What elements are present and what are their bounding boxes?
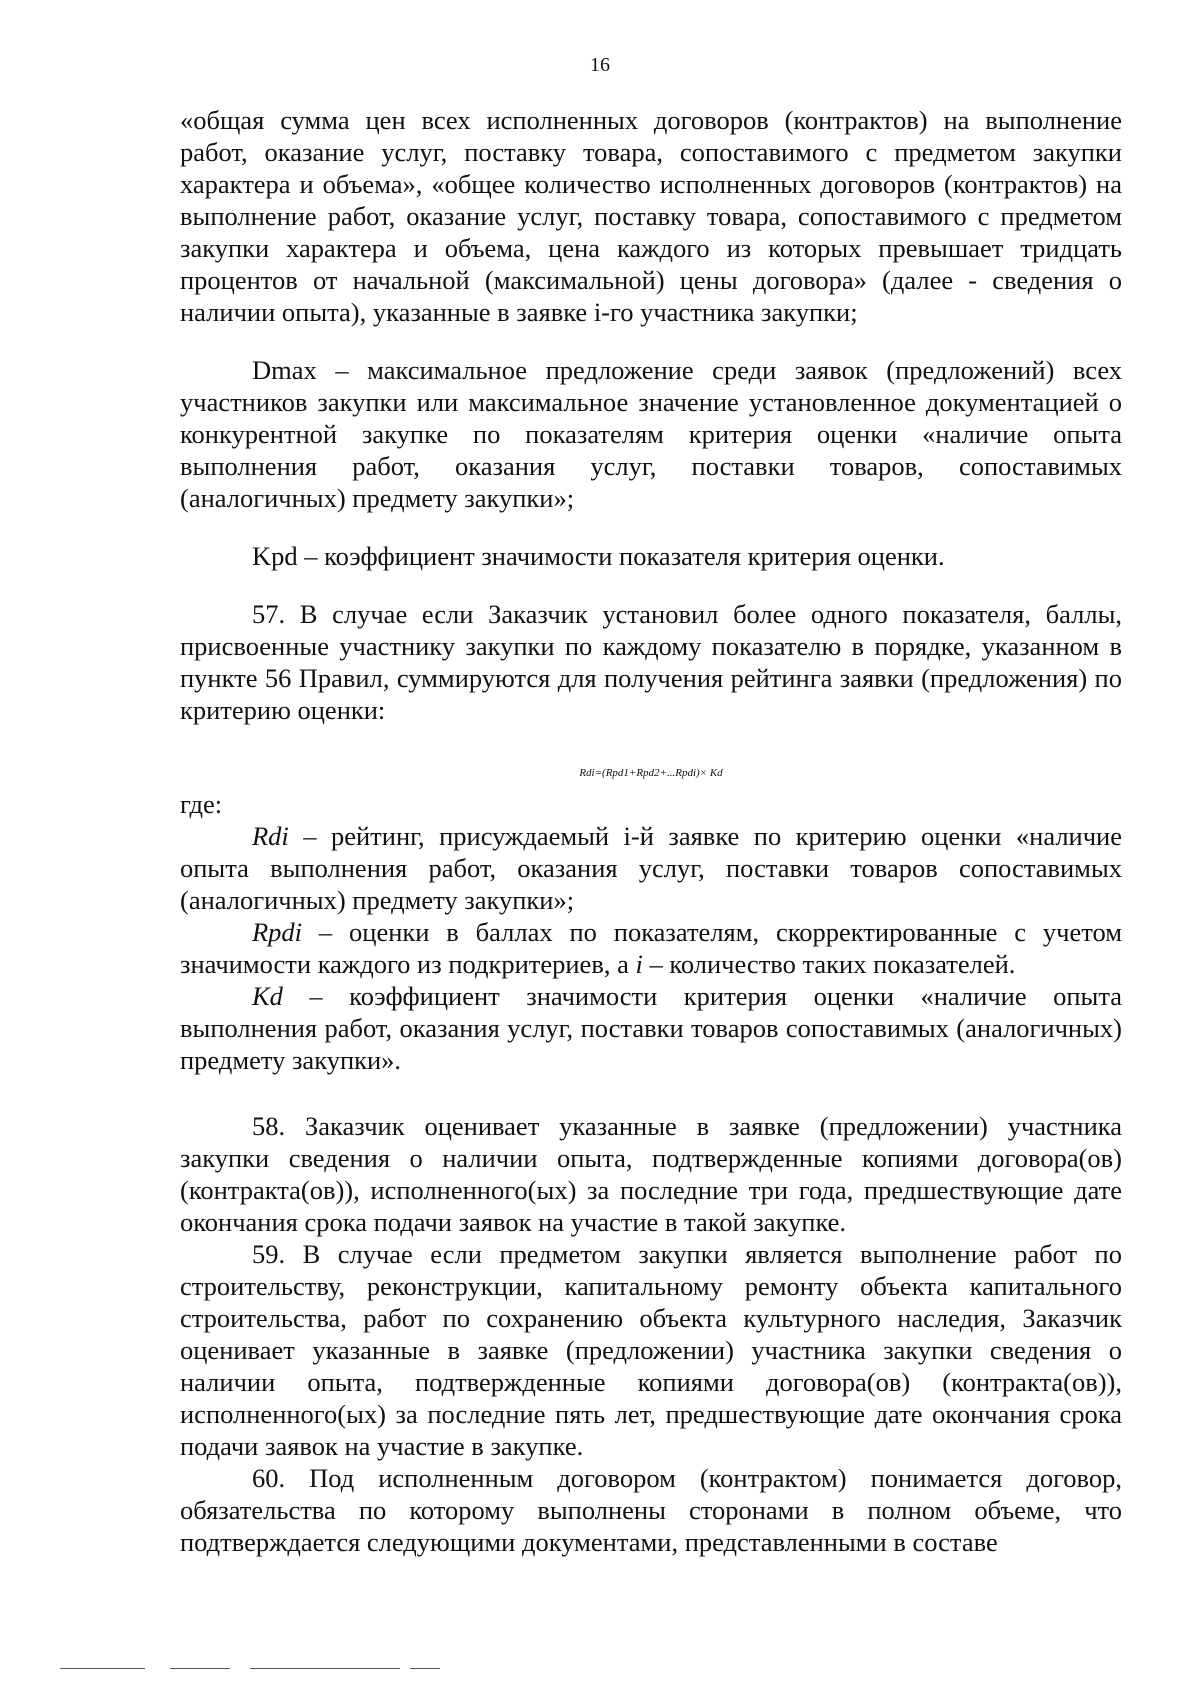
- footer-line: [410, 1668, 440, 1669]
- paragraph-57: 57. В случае если Заказчик установил более одного показателя, баллы, присвоенные участнику закупки по каждому показателю в порядке, указанном в пункте 56 Правил, суммируются для получения рейтинга заявки (предложения) по критерию оценки:: [180, 599, 1122, 725]
- paragraph-58: 58. Заказчик оценивает указанные в заявке (предложении) участника закупки сведения о наличии опыта, подтвержденные копиями договора(ов) (контракта(ов)), исполненного(ых) за последние три года, предшествующие дате окончания срока подачи заявок на участие в такой закупке.: [180, 1111, 1122, 1237]
- kd-definition: – коэффициент значимости критерия оценки «наличие опыта выполнения работ, оказания услуг, поставки товаров сопоставимых (аналогичных) предмету закупки».: [180, 981, 1122, 1075]
- where-label: где:: [180, 789, 223, 819]
- footer-scan-lines: [60, 1668, 460, 1670]
- definition-rpd: [180, 916, 1122, 980]
- rpd-i-symbol: i: [635, 949, 643, 979]
- rd-definition: – рейтинг, присуждаемый i-й заявке по критерию оценки «наличие опыта выполнения работ, оказания услуг, поставки товаров сопоставимых (аналогичных) предмету закупки»;: [180, 821, 1122, 915]
- rpd-symbol: Rpdi: [252, 917, 303, 947]
- kd-symbol: Kd: [252, 981, 283, 1011]
- footer-line: [250, 1668, 400, 1669]
- rd-symbol: Rdi: [252, 821, 289, 851]
- document-body: [180, 104, 1122, 1558]
- rpd-definition-a: – оценки в баллах по показателям, скорректированные с учетом значимости каждого из подкритериев, а: [180, 917, 1122, 979]
- paragraph-60: 60. Под исполненным договором (контрактом) понимается договор, обязательства по которому выполнены сторонами в полном объеме, что подтверждается следующими документами, представленными в составе: [180, 1463, 1122, 1557]
- paragraph-59: 59. В случае если предметом закупки является выполнение работ по строительству, реконструкции, капитальному ремонту объекта капитального строительства, работ по сохранению объекта культурного наследия, Заказчик оценивает указанные в заявке (предложении) участника закупки сведения о наличии опыта, подтвержденные копиями договора(ов) (контракта(ов)), исполненного(ых) за последние пять лет, предшествующие дате окончания срока подачи заявок на участие в закупке.: [180, 1239, 1122, 1461]
- paragraph-experience-info: «общая сумма цен всех исполненных договоров (контрактов) на выполнение работ, оказание услуг, поставку товара, сопоставимого с предметом закупки характера и объема», «общее количество исполненных договоров (контрактов) на выполнение работ, оказание услуг, поставку товара, сопоставимого с предметом закупки характера и объема, цена каждого из которых превышает тридцать процентов от начальной (максимальной) цены договора» (далее - сведения о наличии опыта), указанные в заявке i-го участника закупки;: [180, 105, 1122, 327]
- page-number: 16: [590, 54, 610, 76]
- footer-line: [60, 1668, 145, 1669]
- rpd-definition-b: – количество таких показателей.: [642, 949, 1016, 979]
- rating-formula: Rdi=(Rpd1+Rpd2+...Rpdi)× Kd: [579, 767, 723, 779]
- paragraph-kpd: Kpd – коэффициент значимости показателя критерия оценки.: [252, 541, 945, 571]
- paragraph-dmax: Dmax – максимальное предложение среди заявок (предложений) всех участников закупки или максимальное значение установленное документацией о конкурентной закупке по показателям критерия оценки «наличие опыта выполнения работ, оказания услуг, поставки товаров, сопоставимых (аналогичных) предмету закупки»;: [180, 355, 1122, 513]
- definition-kd: [180, 980, 1122, 1076]
- footer-line: [170, 1668, 230, 1669]
- definition-rd: [180, 820, 1122, 916]
